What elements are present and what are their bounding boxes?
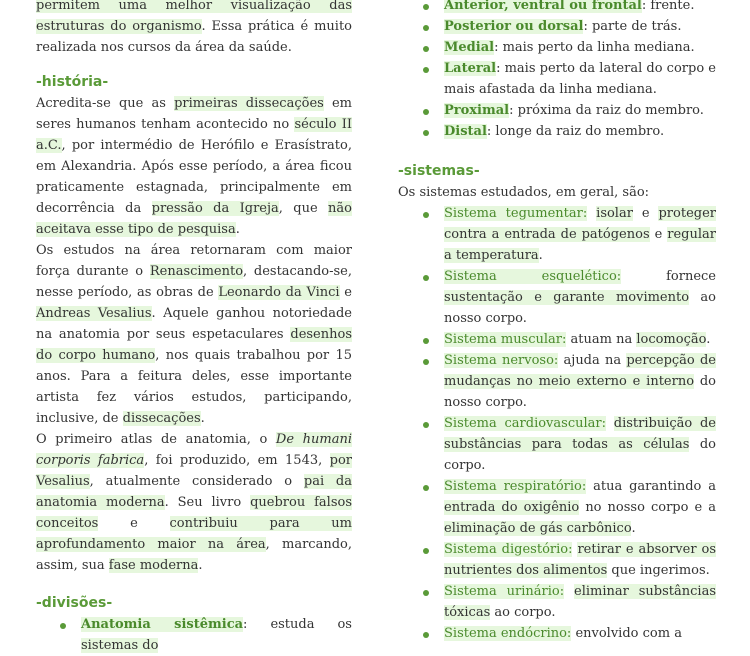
historia-paragraph-2	[36, 240, 352, 429]
bullet-icon	[423, 275, 429, 281]
bullet-icon	[423, 359, 429, 365]
text: O primeiro atlas de anatomia, o	[36, 432, 276, 447]
term: Sistema muscular:	[444, 332, 567, 347]
text: : mais perto da lateral do corpo e mais afastada da linha mediana.	[444, 61, 716, 97]
bullet-icon	[423, 67, 429, 73]
list-item	[398, 329, 716, 350]
historia-paragraph-1	[36, 93, 352, 240]
highlight: fase moderna	[108, 558, 199, 573]
text: , atualmente considerado o	[89, 474, 304, 489]
term: Sistema respiratório:	[444, 479, 587, 494]
bullet-icon	[60, 623, 66, 629]
text: ao nosso corpo.	[444, 290, 716, 326]
text: .	[706, 332, 711, 347]
text: fornece	[621, 269, 716, 284]
text: atuam na	[566, 332, 637, 347]
highlight-book-title: De humani corporis fabrica	[36, 432, 352, 468]
text: : longe da raiz do membro.	[486, 124, 665, 139]
highlight: por Vesalius	[36, 453, 352, 489]
text: em seres humanos tenham acontecido no	[36, 96, 352, 132]
text: e	[98, 516, 170, 531]
list-item	[398, 623, 716, 644]
bullet-icon	[423, 130, 429, 136]
highlight: quebrou falsos conceitos	[36, 495, 352, 531]
text: .	[631, 521, 636, 536]
text: , destacando-se, nesse período, as obras de	[36, 264, 352, 300]
term: Sistema esquelético:	[444, 269, 622, 284]
term: Proximal	[444, 103, 510, 118]
text: : próxima da raiz do membro.	[509, 103, 704, 118]
highlight: percepção de mudanças no meio externo e interno	[444, 353, 716, 389]
highlight: primeiras dissecações	[174, 96, 324, 111]
bullet-icon	[423, 4, 429, 10]
bullet-icon	[423, 25, 429, 31]
term: Medial	[444, 40, 495, 55]
text: , foi produzido, em 1543,	[144, 453, 330, 468]
term: Anatomia sistêmica	[81, 617, 244, 632]
list-item	[398, 100, 716, 121]
bullet-icon	[423, 212, 429, 218]
bullet-icon	[423, 548, 429, 554]
list-item	[36, 614, 352, 656]
list-item	[398, 581, 716, 623]
text: .	[235, 222, 240, 237]
text: . Seu livro	[164, 495, 251, 510]
divisoes-list	[36, 614, 352, 656]
list-item	[398, 413, 716, 476]
directions-list	[398, 0, 716, 142]
divisoes-heading: -divisões-	[36, 595, 113, 611]
list-item	[398, 121, 716, 142]
highlight: regular a temperatura	[444, 227, 716, 263]
text: do corpo.	[444, 437, 716, 473]
list-item	[398, 203, 716, 266]
text	[564, 584, 574, 599]
text: .	[538, 248, 543, 263]
bullet-icon	[423, 338, 429, 344]
highlight: contribuiu para um aprofundamento maior na área	[36, 516, 352, 552]
sistemas-list	[398, 203, 716, 644]
bullet-icon	[423, 109, 429, 115]
highlight: isolar	[596, 206, 633, 221]
text: e	[339, 285, 352, 300]
bullet-icon	[423, 590, 429, 596]
term: Sistema tegumentar:	[444, 206, 588, 221]
highlight: permitem uma melhor visualização das estruturas do organismo	[36, 0, 352, 34]
list-item	[398, 266, 716, 329]
highlight: locomoção	[636, 332, 707, 347]
text: atua garantindo a	[586, 479, 716, 494]
highlight: não aceitava esse tipo de pesquisa	[36, 201, 352, 237]
term: Anterior, ventral ou frontal	[444, 0, 642, 13]
term: Sistema endócrino:	[444, 626, 572, 641]
text: : estuda os	[243, 617, 352, 632]
list-item	[398, 350, 716, 413]
highlight: pressão da Igreja	[151, 201, 279, 216]
sistemas-heading: -sistemas-	[398, 163, 480, 179]
term: Lateral	[444, 61, 497, 76]
text: . Essa prática é muito realizada nos cursos da área da saúde.	[36, 19, 353, 55]
text: do nosso corpo.	[444, 374, 717, 410]
text	[587, 206, 596, 221]
highlight: entrada do oxigênio	[444, 500, 580, 515]
text: . Aquele ganhou notoriedade na anatomia por seus espetaculares	[36, 306, 352, 342]
intro-paragraph	[36, 0, 352, 58]
highlight: sistemas do	[81, 638, 159, 653]
text: ajuda na	[558, 353, 627, 368]
list-item	[398, 0, 716, 16]
text: : parte de trás.	[583, 19, 682, 34]
text: : frente.	[641, 0, 695, 13]
bullet-icon	[423, 46, 429, 52]
term: Posterior ou dorsal	[444, 19, 584, 34]
term: Sistema urinário:	[444, 584, 565, 599]
text: Os estudos na área retornaram com maior força durante o	[36, 243, 352, 279]
text: .	[198, 558, 203, 573]
highlight: distribuição de substâncias para todas as células	[444, 416, 717, 452]
highlight: Renascimento	[149, 264, 244, 279]
bullet-icon	[423, 632, 429, 638]
term: Sistema cardiovascular:	[444, 416, 606, 431]
list-item	[398, 37, 716, 58]
historia-heading: -história-	[36, 74, 109, 90]
bullet-icon	[423, 422, 429, 428]
text: , por intermédio de Herófilo e Erasístrato, em Alexandria. Após esse período, a área ficou praticamente estagnada, principalmente em decorrência da	[36, 138, 352, 216]
term: Sistema nervoso:	[444, 353, 559, 368]
list-item	[398, 58, 716, 100]
text: envolvido com a	[571, 626, 682, 641]
text: ao corpo.	[490, 605, 556, 620]
list-item	[398, 16, 716, 37]
highlight: século II a.C.	[36, 117, 352, 153]
historia-paragraph-3	[36, 429, 352, 576]
left-column	[36, 0, 352, 656]
text: e	[632, 206, 659, 221]
highlight: retirar e absorver os nutrientes dos alimentos	[444, 542, 716, 578]
term: Sistema digestório:	[444, 542, 573, 557]
text: no nosso corpo e a	[579, 500, 716, 515]
highlight: proteger contra a entrada de patógenos	[444, 206, 716, 242]
text: , nos quais trabalhou por 15 anos. Para a feitura deles, esse importante artista fez vários estudos, participando, inclusive, de	[36, 348, 352, 426]
list-item	[398, 476, 716, 539]
text: Acredita-se que as	[36, 96, 175, 111]
highlight: Andreas Vesalius	[36, 306, 152, 321]
highlight: dissecações	[122, 411, 201, 426]
highlight: sustentação e garante movimento	[444, 290, 690, 305]
text: , marcando, assim, sua	[36, 537, 352, 573]
sistemas-intro: Os sistemas estudados, em geral, são:	[398, 185, 650, 200]
text: e	[649, 227, 668, 242]
text: , que	[278, 201, 329, 216]
highlight: Leonardo da Vinci	[218, 285, 340, 300]
term: Distal	[444, 124, 487, 139]
list-item	[398, 539, 716, 581]
highlight: eliminação de gás carbônico	[444, 521, 632, 536]
highlight: desenhos do corpo humano	[36, 327, 352, 363]
text: que ingerimos.	[607, 563, 710, 578]
right-column	[398, 0, 716, 644]
text	[606, 416, 614, 431]
text: : mais perto da linha mediana.	[494, 40, 695, 55]
highlight: pai da anatomia moderna	[36, 474, 353, 510]
highlight: eliminar substâncias tóxicas	[444, 584, 716, 620]
bullet-icon	[423, 485, 429, 491]
text: .	[200, 411, 205, 426]
